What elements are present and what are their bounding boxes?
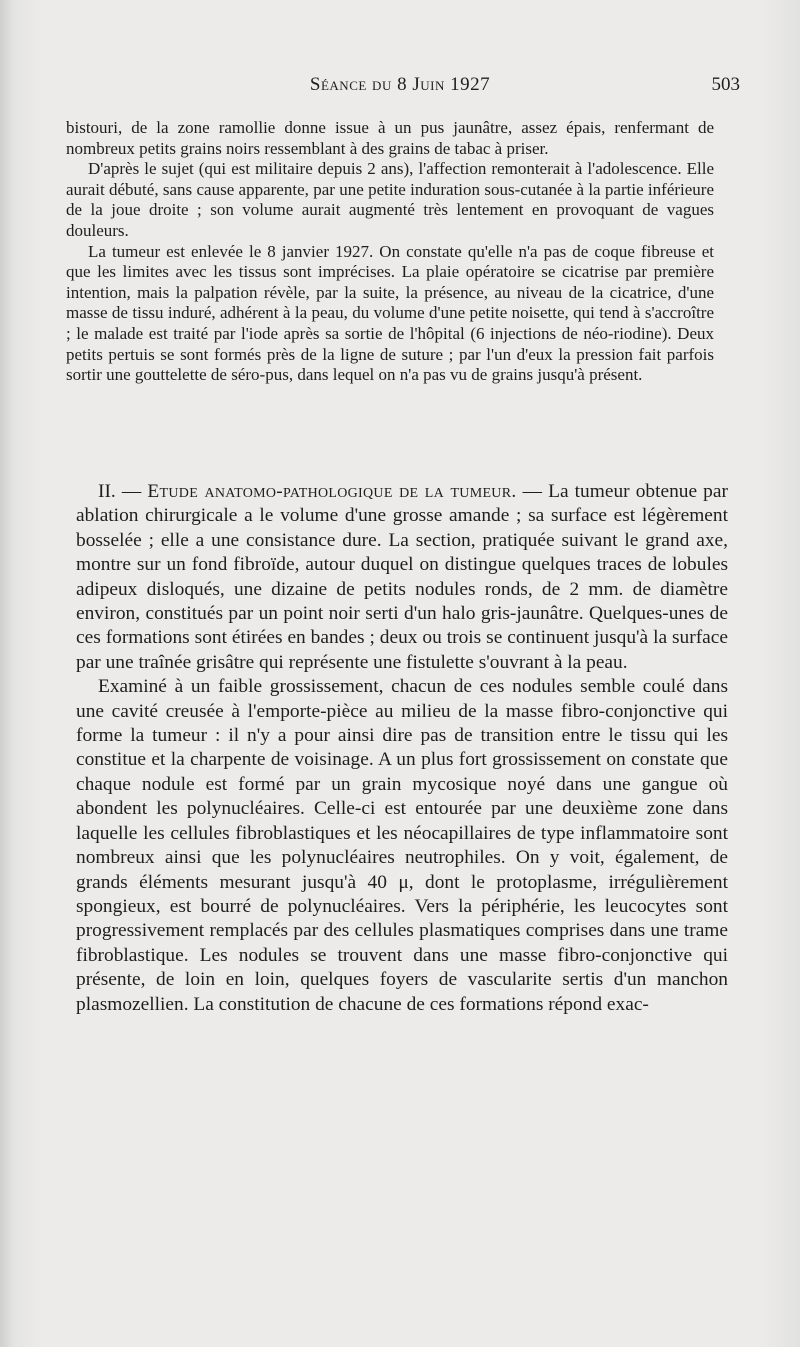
pathology-section xyxy=(76,480,728,1017)
running-title: Séance du 8 Juin 1927 xyxy=(309,74,491,95)
paragraph-history: D'après le sujet (qui est militaire depuis 2 ans), l'affection remonterait à l'adolescence. Elle aurait débuté, sans cause apparente, par une petite induration sous-cutanée à la partie inférieure de la joue droite ; son volume aurait augmenté très lentement en provoquant de vagues douleurs. xyxy=(66,159,714,240)
section-number: II. xyxy=(98,481,116,502)
clinical-history-text xyxy=(66,118,714,386)
page-header xyxy=(60,74,740,104)
section-heading: Etude anatomo-pathologique de la tumeur. xyxy=(147,481,517,502)
paragraph-treatment: La tumeur est enlevée le 8 janvier 1927. On constate qu'elle n'a pas de coque fibreuse et que les limites avec les tissus sont imprécises. La plaie opératoire se cicatrise par première intention, mais la palpation révèle, par la suite, la présence, au niveau de la cicatrice, d'une masse de tissu induré, adhérent à la peau, du volume d'une petite noisette, qui tend à s'accroître ; le malade est traité par l'iode après sa sortie de l'hôpital (6 injections de néo-riodine). Deux petits pertuis se sont formés près de la ligne de suture ; par l'un d'eux la pression fait parfois sortir une gouttelette de séro-pus, dans lequel on n'a pas vu de grains jusqu'à présent. xyxy=(66,241,714,385)
paragraph-continuation: bistouri, de la zone ramollie donne issue à un pus jaunâtre, assez épais, renfermant de nombreux petits grains noirs ressemblant à des grains de tabac à priser. xyxy=(66,118,714,158)
paragraph-gross-examination xyxy=(76,480,728,675)
page-number: 503 xyxy=(711,74,740,95)
paragraph-gross-text: — La tumeur obtenue par ablation chirurgicale a le volume d'une grosse amande ; sa surface est légèrement bosselée ; elle a une consistance dure. La section, pratiquée suivant le grand axe, montre sur un fond fibroïde, autour duquel on distingue quelques traces de lobules adipeux disloqués, une dizaine de petits nodules ronds, de 2 mm. de diamètre environ, constitués par un point noir serti d'un halo gris-jaunâtre. Quelques-unes de ces formations sont étirées en bandes ; deux ou trois se continuent jusqu'à la surface par une traînée grisâtre qui représente une fistulette s'ouvrant à la peau. xyxy=(76,481,728,673)
paragraph-microscopy: Examiné à un faible grossissement, chacun de ces nodules semble coulé dans une cavité creusée à l'emporte-pièce au milieu de la masse fibro-conjonctive qui forme la tumeur : il n'y a pour ainsi dire pas de transition entre le tissu qui les constitue et la charpente de voisinage. A un plus fort grossissement on constate que chaque nodule est formé par un grain mycosique noyé dans une gangue où abondent les polynucléaires. Celle-ci est entourée par une deuxième zone dans laquelle les cellules fibroblastiques et les néocapillaires de type inflammatoire sont nombreux ainsi que les polynucléaires neutrophiles. On y voit, également, de grands éléments mesurant jusqu'à 40 μ, dont le protoplasme, irrégulièrement spongieux, est bourré de polynucléaires. Vers la périphérie, les leucocytes sont progressivement remplacés par des cellules plasmatiques comprises dans une trame fibroblastique. Les nodules se trouvent dans une masse fibro-conjonctive qui présente, de loin en loin, quelques foyers de vascularite sertis d'un manchon plasmozellien. La constitution de chacune de ces formations répond exac- xyxy=(76,676,728,1015)
section-dash: — xyxy=(121,481,142,502)
